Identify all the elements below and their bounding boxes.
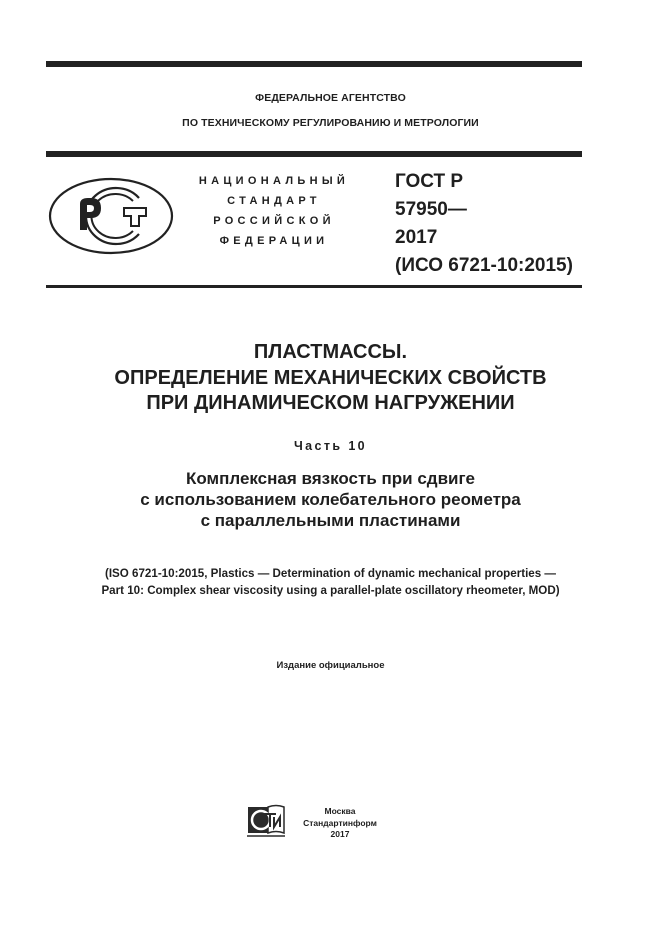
publisher-year: 2017 bbox=[330, 829, 350, 839]
standard-block-rule bbox=[46, 285, 582, 288]
gost-line: (ИСО 6721-10:2015) bbox=[395, 255, 573, 276]
national-line: НАЦИОНАЛЬНЫЙ bbox=[198, 175, 350, 187]
rst-gost-logo-icon bbox=[47, 176, 175, 256]
gost-line: 57950— bbox=[395, 199, 467, 220]
publisher-city: Москва bbox=[324, 806, 356, 816]
header-bottom-rule bbox=[46, 151, 582, 157]
subtitle-line: с параллельными пластинами bbox=[200, 511, 461, 530]
standartinform-logo-icon bbox=[246, 803, 286, 837]
iso-reference bbox=[0, 565, 661, 599]
iso-line: (ISO 6721-10:2015, Plastics — Determination of dynamic mechanical properties — bbox=[104, 567, 557, 580]
gost-line: 2017 bbox=[395, 227, 438, 248]
gost-designation bbox=[395, 168, 573, 280]
top-rule bbox=[46, 61, 582, 67]
subtitle-line: Комплексная вязкость при сдвиге bbox=[185, 469, 476, 488]
document-subtitle bbox=[0, 468, 661, 531]
national-line: ФЕДЕРАЦИИ bbox=[219, 235, 329, 247]
national-line: РОССИЙСКОЙ bbox=[213, 215, 335, 227]
national-standard-label bbox=[188, 171, 360, 251]
national-line: СТАНДАРТ bbox=[227, 195, 321, 207]
part-number: Часть 10 bbox=[293, 439, 368, 453]
publisher-info bbox=[295, 806, 385, 841]
iso-line: Part 10: Complex shear viscosity using a parallel-plate oscillatory rheometer, MOD) bbox=[101, 584, 560, 597]
agency-line-2: ПО ТЕХНИЧЕСКОМУ РЕГУЛИРОВАНИЮ И МЕТРОЛОГИИ bbox=[182, 117, 479, 129]
title-line: ПРИ ДИНАМИЧЕСКОМ НАГРУЖЕНИИ bbox=[146, 392, 515, 414]
official-edition-label: Издание официальное bbox=[276, 660, 385, 671]
subtitle-line: с использованием колебательного реометра bbox=[140, 490, 521, 509]
document-title bbox=[0, 340, 661, 417]
title-line: ОПРЕДЕЛЕНИЕ МЕХАНИЧЕСКИХ СВОЙСТВ bbox=[114, 366, 547, 389]
title-line: ПЛАСТМАССЫ. bbox=[253, 341, 408, 363]
publisher-name: Стандартинформ bbox=[303, 817, 377, 828]
agency-line-1: ФЕДЕРАЛЬНОЕ АГЕНТСТВО bbox=[255, 92, 406, 104]
gost-line: ГОСТ Р bbox=[395, 171, 464, 192]
